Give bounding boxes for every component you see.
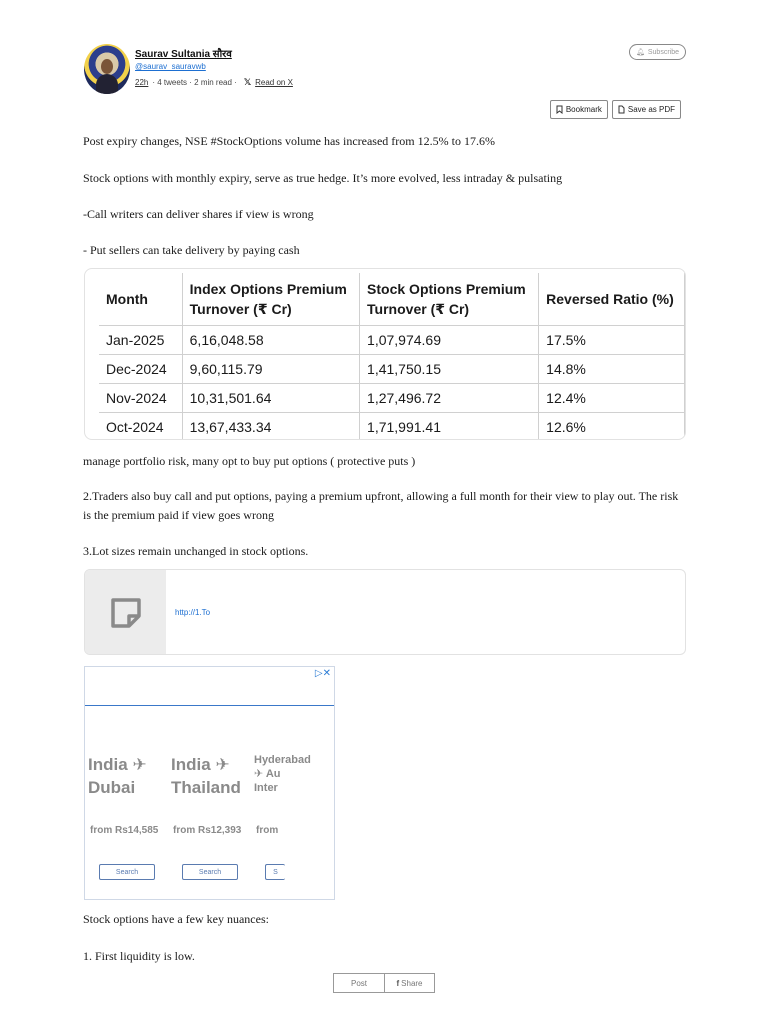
premium-turnover-table: [99, 273, 685, 440]
table-cell: 12.4%: [539, 383, 685, 412]
ad-destination: India ✈ Thailand: [171, 755, 241, 797]
bookmark-button[interactable]: [550, 100, 608, 119]
avatar[interactable]: [84, 44, 130, 94]
post-button[interactable]: [333, 973, 385, 993]
ad-destination: India ✈ Dubai: [88, 755, 147, 797]
table-cell: Oct-2024: [99, 412, 182, 440]
subscribe-button[interactable]: [629, 44, 686, 60]
ad-banner[interactable]: [84, 666, 335, 900]
table-row: [99, 383, 685, 412]
paragraph: manage portfolio risk, many opt to buy put options ( protective puts ): [83, 454, 416, 468]
paragraph: Stock options with monthly expiry, serve as true hedge. It’s more evolved, less intraday & pulsating: [83, 171, 563, 185]
share-label: Share: [401, 978, 423, 988]
table-cell: 17.5%: [539, 325, 685, 354]
paragraph: - Put sellers can take delivery by paying cash: [83, 243, 300, 257]
post-label: Post: [350, 978, 367, 988]
table-row: [99, 325, 685, 354]
post-meta: [135, 77, 293, 88]
paragraph: Post expiry changes, NSE #StockOptions volume has increased from 12.5% to 17.6%: [83, 134, 495, 148]
pdf-icon: [618, 105, 625, 114]
ad-offer-hyderabad[interactable]: [254, 753, 334, 795]
table-cell: 6,16,048.58: [182, 325, 359, 354]
save-pdf-button[interactable]: [612, 100, 681, 119]
table-row: [99, 412, 685, 440]
ad-search-button[interactable]: S: [265, 864, 285, 880]
table-cell: 14.8%: [539, 354, 685, 383]
table-row: [99, 354, 685, 383]
paragraph: Stock options have a few key nuances:: [83, 912, 269, 926]
table-header: Index Options Premium Turnover (₹ Cr): [182, 273, 359, 325]
table-cell: 1,41,750.15: [360, 354, 539, 383]
table-header: Stock Options Premium Turnover (₹ Cr): [360, 273, 539, 325]
table-cell: Dec-2024: [99, 354, 182, 383]
sticky-note-icon: [108, 595, 144, 631]
paragraph: 2.Traders also buy call and put options, paying a premium upfront, allowing a full month for their view to play out. The risk is the premium paid if view goes wrong: [83, 489, 679, 522]
table-cell: 13,67,433.34: [182, 412, 359, 440]
ad-offer-dubai[interactable]: [88, 753, 168, 799]
table-cell: 10,31,501.64: [182, 383, 359, 412]
subscribe-label: Subscribe: [647, 48, 679, 56]
share-bar: [333, 973, 435, 993]
table-cell: Jan-2025: [99, 325, 182, 354]
post-time[interactable]: 22h: [135, 78, 149, 87]
ad-price: from Rs14,585: [90, 825, 159, 836]
ad-offer-thailand[interactable]: [171, 753, 251, 799]
ad-destination: Hyderabad ✈ Au Inter: [254, 754, 311, 794]
paragraph: 1. First liquidity is low.: [83, 949, 195, 963]
post-meta-text: · 4 tweets · 2 min read ·: [152, 78, 237, 87]
bell-icon: 🔔︎: [635, 49, 645, 56]
read-on-x-link[interactable]: Read on X: [255, 78, 293, 87]
bookmark-label: Bookmark: [565, 105, 602, 114]
table-image[interactable]: [84, 268, 686, 440]
ad-search-button[interactable]: Search: [182, 864, 238, 880]
table-cell: 1,27,496.72: [360, 383, 539, 412]
table-cell: 9,60,115.79: [182, 354, 359, 383]
bookmark-icon: [556, 105, 563, 114]
author-name[interactable]: Saurav Sultania सौरव: [135, 49, 232, 60]
post-header: [84, 44, 686, 96]
ad-price: from: [256, 825, 279, 836]
ad-divider: [85, 705, 334, 706]
link-preview-card[interactable]: [84, 569, 686, 655]
author-handle[interactable]: @saurav_sauravwb: [135, 62, 206, 71]
paragraph: -Call writers can deliver shares if view is wrong: [83, 207, 314, 221]
table-header: Reversed Ratio (%): [539, 273, 685, 325]
save-pdf-label: Save as PDF: [627, 105, 675, 114]
ad-price: from Rs12,393: [173, 825, 242, 836]
share-button[interactable]: [385, 973, 435, 993]
link-thumbnail: [85, 570, 166, 655]
table-cell: 1,71,991.41: [360, 412, 539, 440]
table-cell: 1,07,974.69: [360, 325, 539, 354]
ad-choices-icon[interactable]: ▷✕: [314, 668, 331, 679]
table-cell: Nov-2024: [99, 383, 182, 412]
link-url[interactable]: http://1.To: [175, 608, 211, 617]
post-actions: [550, 100, 681, 119]
facebook-icon: f: [396, 978, 400, 988]
ad-search-button[interactable]: Search: [99, 864, 155, 880]
paragraph: 3.Lot sizes remain unchanged in stock options.: [83, 544, 309, 558]
x-logo-icon: 𝕏: [243, 77, 252, 87]
table-cell: 12.6%: [539, 412, 685, 440]
table-header: Month: [99, 273, 182, 325]
